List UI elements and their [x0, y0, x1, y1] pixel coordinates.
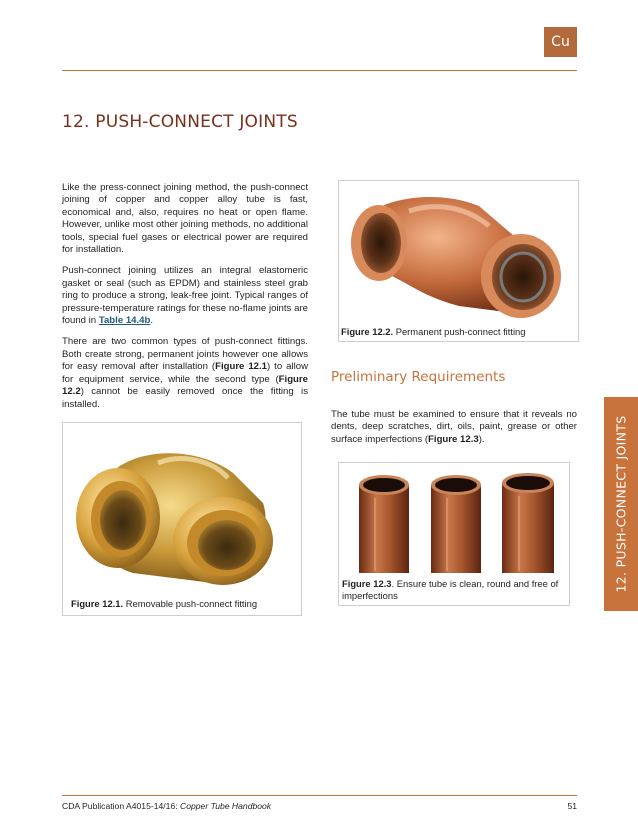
table-14-4b-link[interactable]: Table 14.4b [98, 315, 151, 327]
intro-column [62, 182, 308, 420]
intro-paragraph [62, 182, 308, 256]
brass-fitting-photo [63, 423, 301, 593]
figure-12-1 [62, 422, 302, 616]
gasket-paragraph [62, 265, 308, 327]
figure-12-2-caption [341, 326, 576, 338]
page-number: 51 [567, 801, 577, 811]
figure-12-3-caption [342, 578, 568, 602]
header-rule [62, 70, 577, 71]
figure-12-2-text: Permanent push-connect fitting [393, 326, 526, 337]
figure-12-1-caption [71, 598, 296, 610]
types-paragraph [62, 336, 308, 410]
inspection-text-end: ). [478, 433, 485, 445]
types-text-a: There are two common types of push-connect fittings. Both create strong, permanent joints however one allows for easy removal after installation ( [62, 336, 308, 373]
gasket-paragraph-end: . [150, 315, 154, 327]
types-text-c: ) cannot be easily removed once the fitting is installed. [62, 386, 308, 410]
copper-badge [544, 27, 577, 57]
figure-12-3-text: . Ensure tube is clean, round and free of imperfections [342, 578, 559, 601]
footer-publication-id: CDA Publication A4015-14/16: [62, 801, 181, 811]
chapter-title: 12. PUSH-CONNECT JOINTS [62, 112, 298, 132]
figure-12-2 [338, 180, 579, 342]
section-title: Preliminary Requirements [331, 369, 506, 385]
gasket-paragraph-text: Push-connect joining utilizes an integral elastomeric gasket or seal (such as EPDM) and stainless steel grab ring to produce a strong, leak-free joint. Typical ranges of pressure-temperature ratings for these no-flame joints are found in [62, 265, 308, 327]
figure-12-3-label: Figure 12.3 [342, 578, 392, 589]
chapter-side-tab [604, 397, 638, 611]
footer-rule [62, 795, 577, 796]
figure-12-2-label: Figure 12.2. [341, 326, 394, 337]
figure-12-3-ref: Figure 12.3 [428, 433, 479, 445]
inspection-text: The tube must be examined to ensure that it reveals no dents, deep scratches, dirt, oils, paint, grease or other surface imperfections ( [331, 409, 577, 445]
figure-12-1-ref: Figure 12.1 [215, 361, 268, 373]
copper-tubes-photo [339, 463, 569, 573]
copper-badge-text: Cu [551, 34, 570, 50]
intro-paragraph-text: Like the press-connect joining method, the push-connect joining of copper and copper alloy tube is fast, economical and, also, requires no heat or open flame. However, unlike most other joining methods, no additional tools, special fuel gases or electrical power are required for installation. [62, 182, 308, 256]
types-text-b: ) to allow for equipment service, while the second type ( [62, 361, 308, 385]
figure-12-2-ref: Figure 12.2 [62, 373, 308, 398]
footer-publication [62, 801, 271, 811]
figure-12-1-label: Figure 12.1. [71, 598, 124, 609]
chapter-side-tab-text: 12. PUSH-CONNECT JOINTS [613, 415, 629, 593]
footer-handbook-title: Copper Tube Handbook [180, 801, 272, 811]
inspection-paragraph [331, 409, 577, 446]
copper-elbow-photo [339, 181, 578, 319]
figure-12-1-text: Removable push-connect fitting [123, 598, 258, 609]
